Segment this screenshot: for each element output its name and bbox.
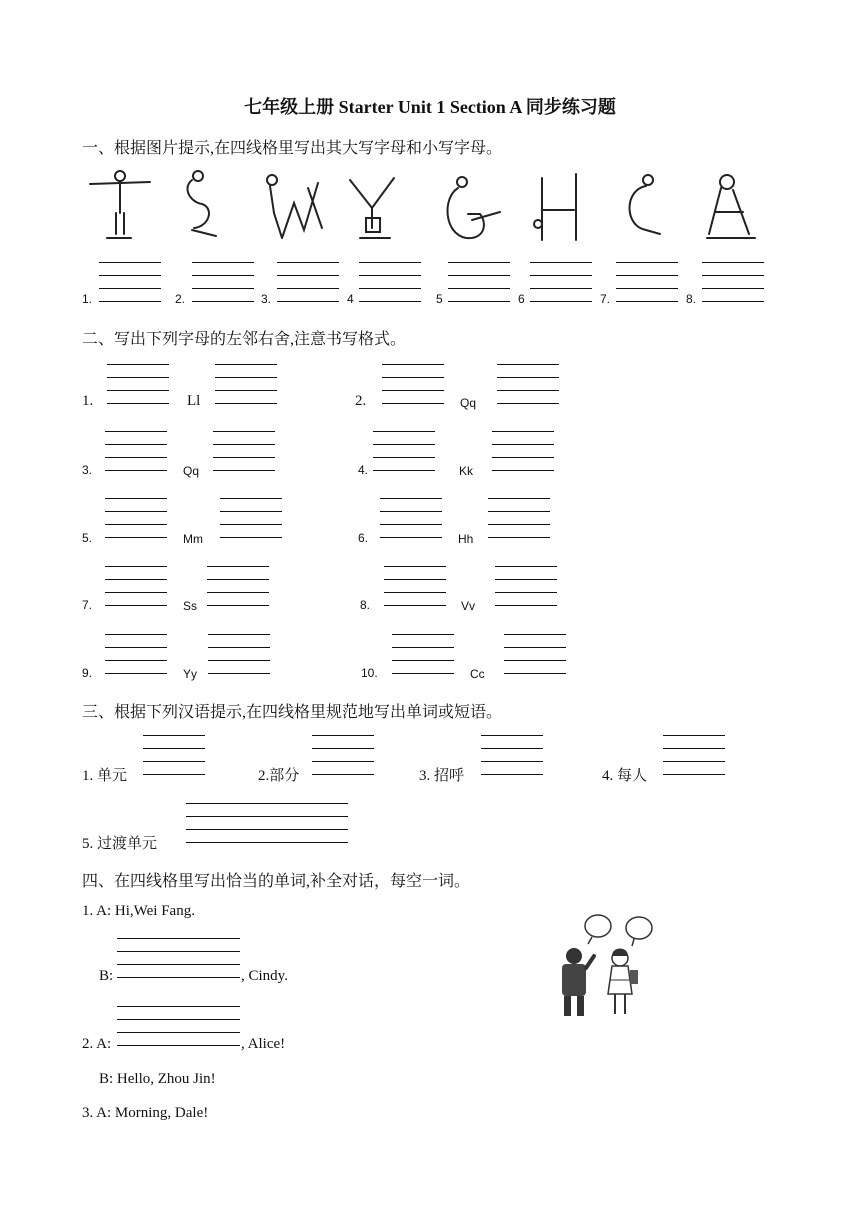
q2-letter-4: Kk: [459, 464, 474, 478]
q2-letter-5: Mm: [183, 532, 203, 546]
q2-letter-10: Cc: [470, 667, 485, 681]
figure-c: [630, 175, 661, 234]
q2-left-lines-7[interactable]: [105, 566, 167, 606]
two-people-talking-illustration: [550, 910, 660, 1020]
q1-writing-lines-3[interactable]: [277, 262, 339, 302]
dialog-line-1: 1. A: Hi,Wei Fang.: [82, 903, 195, 919]
figure-w: [267, 175, 322, 238]
q3-writing-lines-2[interactable]: [312, 735, 374, 775]
q1-writing-lines-6[interactable]: [530, 262, 592, 302]
q2-letter-6: Hh: [458, 532, 474, 546]
q2-letter-3: Qq: [183, 464, 200, 478]
section-2-heading: 二、写出下列字母的左邻右舍,注意书写格式。: [82, 331, 407, 348]
q2-letter-8: Vv: [461, 599, 476, 613]
q2-number-8: 8.: [360, 598, 371, 612]
q2-number-7: 7.: [82, 598, 93, 612]
q2-right-lines-7[interactable]: [207, 566, 269, 606]
q2-number-6: 6.: [358, 531, 369, 545]
q2-number-5: 5.: [82, 531, 93, 545]
figure-t: [90, 171, 150, 238]
q2-letter-9: Yy: [183, 667, 198, 681]
q1-number-6: 6: [518, 292, 525, 306]
figure-g: [448, 177, 500, 238]
q1-writing-lines-8[interactable]: [702, 262, 764, 302]
figure-s: [187, 171, 216, 236]
q2-left-lines-5[interactable]: [105, 498, 167, 538]
q2-left-lines-4[interactable]: [373, 431, 435, 471]
q3-writing-lines-3[interactable]: [481, 735, 543, 775]
q2-right-lines-5[interactable]: [220, 498, 282, 538]
q2-right-lines-9[interactable]: [208, 634, 270, 674]
q2-right-lines-8[interactable]: [495, 566, 557, 606]
q3-writing-lines-1[interactable]: [143, 735, 205, 775]
page-title: 七年级上册 Starter Unit 1 Section A 同步练习题: [244, 97, 616, 117]
q3-writing-lines-4[interactable]: [663, 735, 725, 775]
figure-y: [350, 178, 394, 238]
q3-prompt-4: 4. 每人: [602, 768, 648, 784]
q2-right-lines-2[interactable]: [497, 364, 559, 404]
q1-writing-lines-7[interactable]: [616, 262, 678, 302]
q2-left-lines-10[interactable]: [392, 634, 454, 674]
q2-number-2: 2.: [355, 393, 367, 409]
q2-left-lines-6[interactable]: [380, 498, 442, 538]
q3-prompt-3: 3. 招呼: [419, 768, 465, 784]
dialog-line-5: 3. A: Morning, Dale!: [82, 1105, 209, 1121]
dialog-line-4: B: Hello, Zhou Jin!: [99, 1071, 216, 1087]
q1-writing-lines-2[interactable]: [192, 262, 254, 302]
q3-prompt-2: 2.部分: [258, 768, 300, 784]
q2-left-lines-2[interactable]: [382, 364, 444, 404]
q1-number-8: 8.: [686, 292, 697, 306]
q2-left-lines-1[interactable]: [107, 364, 169, 404]
q1-number-5: 5: [436, 292, 443, 306]
dialog-blank-1[interactable]: [117, 938, 240, 978]
section-3-heading: 三、根据下列汉语提示,在四线格里规范地写出单词或短语。: [82, 704, 503, 721]
figure-h: [534, 174, 576, 240]
section-1-heading: 一、根据图片提示,在四线格里写出其大写字母和小写字母。: [82, 140, 503, 157]
q2-letter-1: Ll: [187, 393, 201, 409]
dialog-line-2-end: , Cindy.: [241, 968, 288, 984]
q2-number-10: 10.: [361, 666, 378, 680]
dialog-line-3-end: , Alice!: [241, 1036, 286, 1052]
section-4-heading: 四、在四线格里写出恰当的单词,补全对话，每空一词。: [82, 873, 471, 890]
dialog-line-3-start: 2. A:: [82, 1036, 112, 1052]
q1-writing-lines-1[interactable]: [99, 262, 161, 302]
letter-figures-illustration: [85, 168, 775, 246]
q2-number-9: 9.: [82, 666, 93, 680]
figure-a: [707, 175, 755, 238]
q2-right-lines-6[interactable]: [488, 498, 550, 538]
q1-number-7: 7.: [600, 292, 611, 306]
q2-right-lines-10[interactable]: [504, 634, 566, 674]
q2-right-lines-4[interactable]: [492, 431, 554, 471]
dialog-blank-2[interactable]: [117, 1006, 240, 1046]
q1-number-2: 2.: [175, 292, 186, 306]
q1-number-1: 1.: [82, 292, 93, 306]
q3-prompt-1: 1. 单元: [82, 768, 128, 784]
q2-letter-2: Qq: [460, 396, 477, 410]
q2-number-3: 3.: [82, 463, 93, 477]
dialog-speaker-b-1: B:: [99, 968, 114, 984]
q2-letter-7: Ss: [183, 599, 198, 613]
q2-right-lines-1[interactable]: [215, 364, 277, 404]
q2-right-lines-3[interactable]: [213, 431, 275, 471]
q1-number-3: 3.: [261, 292, 272, 306]
q3-writing-lines-5[interactable]: [186, 803, 348, 843]
q1-number-4: 4: [347, 292, 354, 306]
q3-prompt-5: 5. 过渡单元: [82, 836, 158, 852]
q2-left-lines-9[interactable]: [105, 634, 167, 674]
q2-number-4: 4.: [358, 463, 369, 477]
q2-left-lines-3[interactable]: [105, 431, 167, 471]
q1-writing-lines-5[interactable]: [448, 262, 510, 302]
q1-writing-lines-4[interactable]: [359, 262, 421, 302]
q2-left-lines-8[interactable]: [384, 566, 446, 606]
q2-number-1: 1.: [82, 393, 94, 409]
